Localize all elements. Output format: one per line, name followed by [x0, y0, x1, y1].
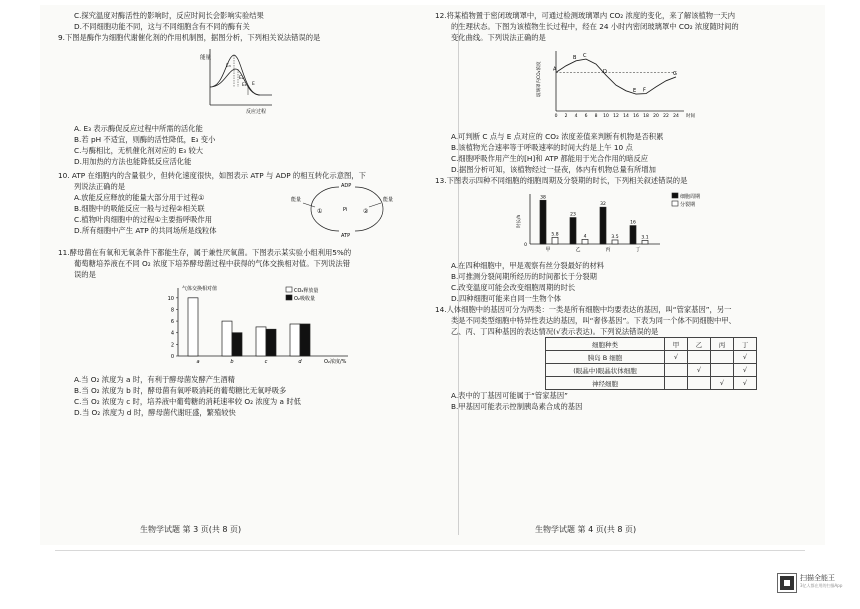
- point-label: G: [673, 70, 677, 77]
- point-label: D: [603, 69, 607, 76]
- q11-option-b: B.当 O₂ 浓度为 b 时，酵母菌有氧呼吸消耗的葡萄糖比无氧呼吸多: [74, 386, 287, 395]
- table-header-cell: 丙: [711, 338, 734, 351]
- q12-stem-3: 变化曲线。下列说法正确的是: [451, 33, 546, 42]
- x-tick-label: 6: [584, 114, 588, 119]
- point-label: B: [573, 54, 577, 61]
- table-row: [546, 351, 757, 364]
- table-row: [546, 364, 757, 377]
- q9-option-b: B.若 pH 不适宜，则酶的活性降低，E₃ 变小: [74, 135, 216, 144]
- bar: [188, 298, 198, 356]
- q10-energy-left: 能量: [291, 197, 302, 203]
- q13-option-c: C.改变温度可能会改变细胞周期的时长: [451, 283, 576, 292]
- data-label: 16: [630, 220, 636, 226]
- legend-label: O₂吸收量: [294, 296, 315, 302]
- x-tick-label: 4: [574, 114, 578, 119]
- x-tick-label: 8: [594, 114, 598, 119]
- x-axis-label: 时间: [686, 114, 695, 119]
- y-axis-label: 玻璃罩内CO₂浓度: [537, 61, 542, 97]
- q9-option-a: A. E₃ 表示酶促反应过程中所需的活化能: [74, 124, 203, 133]
- right-page: [435, 10, 820, 412]
- q14-option-a: A.表中的丁基因可能属于“管家基因”: [451, 391, 568, 400]
- point-label: C: [583, 53, 587, 60]
- bar: [570, 218, 576, 244]
- q11-stem: 11.酵母菌在有氧和无氧条件下都能生存，属于兼性厌氧菌。下图表示某实验小组利用5%的: [58, 248, 352, 257]
- bar: [582, 239, 588, 244]
- q11-stem-3: 误的是: [74, 270, 96, 279]
- x-tick-label: 20: [653, 114, 659, 119]
- x-tick-label: 12: [613, 114, 619, 119]
- point-label: E: [633, 88, 637, 95]
- x-tick-label: 18: [643, 114, 649, 119]
- q10-option-c: C.植物叶肉细胞中的过程①主要指呼吸作用: [74, 215, 213, 224]
- q10-stem: 10. ATP 在细胞内的含量很少，但转化速度很快，如图表示 ATP 与 ADP 的相互转化示意图，下: [58, 171, 366, 180]
- row-label: 胰岛 B 细胞: [546, 351, 665, 364]
- q11-stem-2: 葡萄糖培养液在不同 O₂ 浓度下培养酵母菌过程中获得的气体交换相对值。下列说法错: [74, 259, 350, 268]
- q9-label-e3: E₃: [226, 64, 231, 69]
- q13-option-b: B.可推测分裂间期所经历的时间都长于分裂期: [451, 272, 597, 281]
- gene-table: [545, 337, 757, 390]
- qr-code-icon: [778, 574, 796, 592]
- legend-label: CO₂释放量: [294, 288, 319, 294]
- table-header-cell: 乙: [688, 338, 711, 351]
- scanner-sub: 3亿人都在用的扫描App: [800, 583, 843, 588]
- q12-option-b: B.该植物光合速率等于呼吸速率的时间大约是上午 10 点: [451, 143, 633, 152]
- q13-option-a: A.在四种细胞中，甲是观察有丝分裂最好的材料: [451, 261, 605, 270]
- bar: [300, 324, 310, 356]
- point-label: F: [643, 87, 646, 94]
- q12-option-a: A.可判断 C 点与 E 点对应的 CO₂ 浓度差值来判断有机物是否积累: [451, 132, 664, 141]
- table-cell: √: [734, 351, 757, 364]
- q13-option-d: D.四种细胞可能来自同一生物个体: [451, 294, 562, 303]
- table-header-row: [546, 338, 757, 351]
- point-label: A: [553, 66, 557, 73]
- q11-option-c: C.当 O₂ 浓度为 c 时，培养液中葡萄糖的消耗速率较 O₂ 浓度为 a 时低: [74, 397, 301, 406]
- q10-option-d: D.所有细胞中产生 ATP 的共同场所是线粒体: [74, 226, 217, 235]
- q12-stem: 12.将某植物置于密闭玻璃罩中，可通过检测玻璃罩内 CO₂ 浓度的变化，来了解该植物一天内: [435, 11, 735, 20]
- x-tick-label: d: [298, 359, 302, 365]
- table-header-cell: 细胞种类: [546, 338, 665, 351]
- q9-label-e: E: [252, 82, 255, 87]
- q10-atp: ATP: [341, 233, 351, 239]
- q9-option-c: C.与酶相比，无机催化剂对应的 E₃ 较大: [74, 146, 204, 155]
- q9-label-e2: E₂: [239, 76, 244, 81]
- q14-option-b: B.甲基因可能表示控制胰岛素合成的基因: [451, 402, 583, 411]
- x-tick-label: 24: [673, 114, 679, 119]
- bar: [232, 333, 242, 356]
- bar: [552, 237, 558, 244]
- q9-option-d: D.用加热的方法也能降低反应活化能: [74, 157, 192, 166]
- bar: [600, 207, 606, 244]
- x-tick-label: 丙: [605, 247, 611, 253]
- bar: [642, 240, 648, 244]
- data-label: 3.1: [641, 235, 649, 241]
- q11-option-d: D.当 O₂ 浓度为 d 时，酵母菌代谢旺盛，繁殖较快: [74, 408, 236, 417]
- x-axis-label: O₂浓度/%: [324, 359, 347, 365]
- q10-pi: Pi: [343, 207, 348, 213]
- y-axis-label: 时长/h: [517, 214, 522, 228]
- legend-swatch: [286, 287, 292, 292]
- chart-title: 气体交换相对值: [182, 286, 218, 292]
- q11-chart: [58, 282, 443, 372]
- q10-c1: ①: [317, 208, 323, 215]
- x-tick-label: 乙: [575, 247, 581, 253]
- row-label: 神经细胞: [546, 377, 665, 390]
- y-tick-label: 6: [170, 319, 174, 326]
- scan-edge: [55, 550, 805, 551]
- q9-ylabel: 能量: [200, 55, 212, 61]
- y-tick-label: 8: [170, 307, 174, 314]
- q11-option-a: A.当 O₂ 浓度为 a 时，有利于酵母菌发酵产生酒精: [74, 375, 235, 384]
- data-label: 23: [570, 212, 576, 218]
- q8-option-d: D.不同细胞功能不同，这与不同细胞含有不同的酶有关: [74, 22, 250, 31]
- x-tick-label: c: [264, 359, 268, 365]
- q12-stem-2: 的生理状态。下图为该植物生长过程中，经在 24 小时内密闭玻璃罩中 CO₂ 浓度随时间的: [451, 22, 739, 31]
- table-cell: √: [734, 377, 757, 390]
- x-tick-label: b: [230, 359, 234, 365]
- bar: [266, 329, 276, 356]
- q13-chart: [435, 188, 820, 258]
- y-tick-label: 2: [170, 342, 174, 349]
- q14-stem-2: 类是不同类型细胞中特异性表达的基因，叫“奢侈基因”。下表为同一个体不同细胞中甲、: [451, 316, 736, 325]
- q10-c2: ②: [363, 208, 369, 215]
- table-cell: √: [665, 351, 688, 364]
- legend-swatch: [672, 201, 678, 206]
- data-label: 3.5: [611, 234, 619, 240]
- bar: [222, 321, 232, 356]
- q10-energy-right: 能量: [383, 197, 394, 203]
- legend-label: 分裂期: [680, 202, 696, 208]
- table-cell: [711, 364, 734, 377]
- table-cell: [688, 377, 711, 390]
- table-header-cell: 丁: [734, 338, 757, 351]
- bar: [612, 240, 618, 244]
- q12-chart: [435, 45, 820, 129]
- x-tick-label: 14: [623, 114, 629, 119]
- data-label: 38: [540, 195, 546, 201]
- scanner-brand: 扫描全能王: [800, 574, 835, 582]
- q9-stem: 9.下图是酶作为细胞代谢催化剂的作用机制图，据图分析，下列相关说法错误的是: [58, 33, 321, 42]
- q14-stem: 14.人体细胞中的基因可分为两类：一类是所有细胞中均要表达的基因，叫“管家基因”，另一: [435, 305, 732, 314]
- table-row: [546, 377, 757, 390]
- data-label: 4: [583, 234, 587, 240]
- q9-label-e1: E₁: [242, 83, 247, 88]
- x-tick-label: 16: [633, 114, 639, 119]
- q10-option-a: A.放能反应释放的能量大部分用于过程①: [74, 193, 205, 202]
- bar: [630, 226, 636, 244]
- legend-label: 细胞周期: [680, 194, 701, 200]
- q13-stem: 13.下图表示四种不同细胞的细胞周期及分裂期的时长，下列相关叙述错误的是: [435, 176, 688, 185]
- q10-stem-2: 列说法正确的是: [74, 182, 126, 191]
- left-page: [58, 10, 443, 418]
- table-cell: [688, 351, 711, 364]
- scanner-watermark: [800, 574, 842, 590]
- bar: [290, 324, 300, 356]
- x-tick-label: 22: [663, 114, 669, 119]
- bar: [256, 327, 266, 356]
- y-tick-label: 4: [170, 330, 174, 337]
- table-cell: √: [688, 364, 711, 377]
- legend-swatch: [672, 193, 678, 198]
- table-cell: [665, 364, 688, 377]
- footer-right: 生物学试题 第 4 页(共 8 页): [535, 525, 637, 534]
- x-tick-label: a: [196, 359, 200, 365]
- legend-swatch: [286, 295, 292, 300]
- table-cell: [665, 377, 688, 390]
- q9-xlabel: 反应过程: [246, 109, 267, 115]
- q10-figure: [283, 179, 403, 241]
- q14-stem-3: 乙、丙、丁四种基因的表达情况(√表示表达)。下列说法错误的是: [451, 327, 659, 336]
- row-label: (眼晶中)眼晶状体细胞: [546, 364, 665, 377]
- footer-left: 生物学试题 第 3 页(共 8 页): [140, 525, 242, 534]
- q10-option-b: B.细胞中的吸能反应一般与过程②相关联: [74, 204, 205, 213]
- q12-option-c: C.细胞呼吸作用产生的[H]和 ATP 都能用于光合作用的暗反应: [451, 154, 649, 163]
- x-tick-label: 2: [564, 114, 568, 119]
- y-tick-label: 0: [170, 354, 174, 360]
- bar: [540, 200, 546, 244]
- data-label: 32: [600, 202, 606, 208]
- q8-option-c: C.探究温度对酶活性的影响时，反应时间长会影响实验结果: [74, 11, 264, 20]
- table-cell: √: [711, 377, 734, 390]
- x-tick-label: 10: [603, 114, 609, 119]
- x-tick-label: 丁: [635, 247, 641, 253]
- q10-block: [58, 181, 443, 247]
- table-cell: √: [734, 364, 757, 377]
- x-tick-label: 甲: [545, 247, 551, 253]
- table-header-cell: 甲: [665, 338, 688, 351]
- x-tick-label: 0: [554, 114, 558, 119]
- q9-figure: [58, 45, 443, 121]
- y-tick-label: 0: [524, 243, 527, 248]
- table-cell: [711, 351, 734, 364]
- q12-option-d: D.据图分析可知，该植物经过一昼夜，体内有机物总量有所增加: [451, 165, 656, 174]
- y-tick-label: 10: [167, 295, 174, 302]
- q10-adp: ADP: [341, 183, 352, 189]
- co2-curve: [556, 59, 676, 94]
- data-label: 5.8: [551, 232, 559, 238]
